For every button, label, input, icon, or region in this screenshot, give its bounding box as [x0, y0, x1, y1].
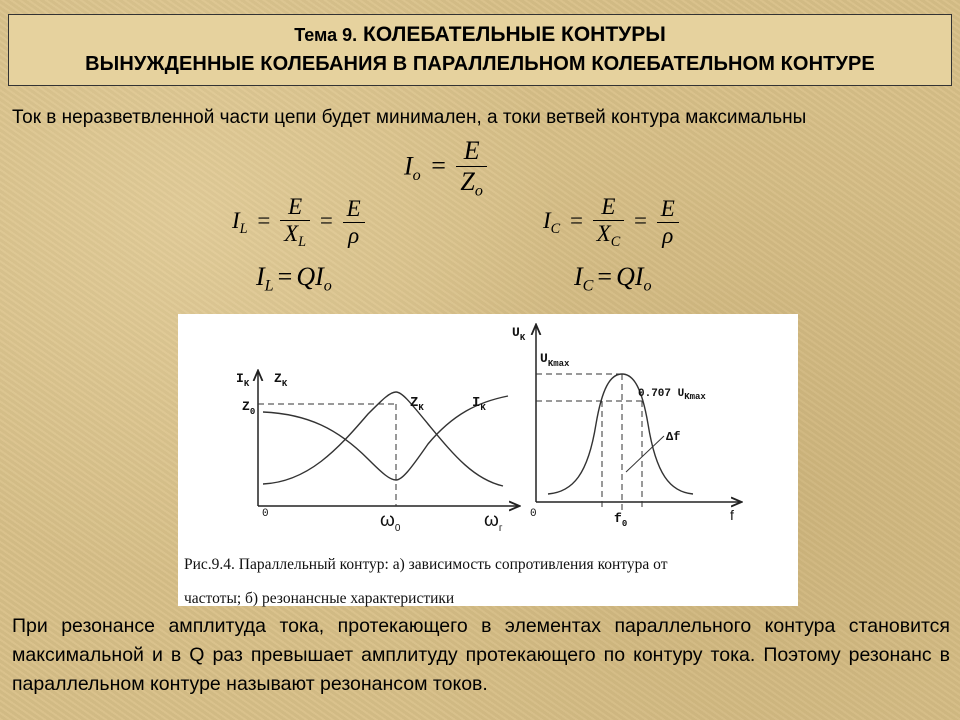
- chart-a-impedance: [236, 371, 518, 534]
- formula-il-den1-var: X: [284, 221, 299, 246]
- formula-ic-num2: E: [657, 196, 679, 223]
- formula-main-den-sub: o: [474, 182, 483, 200]
- chart-a-curve-i-label: $I_K$: [472, 395, 486, 413]
- chart-a-omega-axis-label: $\omega_г$: [484, 510, 503, 534]
- intro-text: Ток в неразветвленной части цепи будет минимален, а токи ветвей контура максимальны: [12, 107, 807, 128]
- formula-main-den-var: Z: [460, 167, 475, 196]
- formula-il-fraction1: [280, 194, 310, 251]
- chart-b-bandwidth-pointer: [626, 436, 664, 472]
- formula-il-q-eq: =: [277, 262, 293, 291]
- formula-il-den1: [280, 221, 310, 251]
- slide-subtitle: ВЫНУЖДЕННЫЕ КОЛЕБАНИЯ В ПАРАЛЛЕЛЬНОМ КОЛЕБАТЕЛЬНОМ КОНТУРЕ: [85, 53, 875, 75]
- formula-ic-q-rhs: QI: [616, 262, 644, 291]
- chart-a-omega0-label: $\omega_0$: [380, 510, 401, 534]
- formula-main-fraction: [456, 136, 487, 201]
- chart-a-z0-label: $Z_0$: [242, 399, 256, 417]
- figure-caption: [184, 548, 794, 616]
- formula-ic-eq2: =: [634, 207, 647, 233]
- topic-title: [9, 23, 951, 47]
- formula-ic-den1-sub: C: [610, 233, 621, 250]
- formula-il-q-rhs: QI: [296, 262, 324, 291]
- formula-il-lhs-sub: L: [239, 220, 248, 237]
- formula-ic-q-eq: =: [597, 262, 613, 291]
- formula-il: [232, 194, 365, 251]
- topic-prefix: Тема 9.: [294, 25, 358, 45]
- slide-header: [8, 14, 952, 86]
- formula-il-fraction2: [343, 196, 365, 249]
- formula-main-den: [456, 167, 487, 201]
- formula-main-num: E: [456, 136, 487, 167]
- formula-ic-q-rhs-sub: o: [643, 277, 652, 295]
- chart-b-origin: 0: [530, 508, 537, 520]
- figure-caption-line2: частоты; б) резонансные характеристики: [184, 590, 455, 607]
- formula-il-q-rhs-sub: o: [323, 277, 332, 295]
- formula-il-den2: ρ: [348, 223, 360, 248]
- formula-ic-fraction1: [593, 194, 625, 251]
- formula-ic-q-lhs: I: [574, 262, 583, 291]
- formula-main-lhs: I: [404, 151, 413, 181]
- chart-a-z-curve: [263, 392, 503, 486]
- formula-ic-den1-var: X: [596, 221, 611, 246]
- formula-il-eq2: =: [319, 207, 333, 233]
- chart-a-origin: 0: [262, 508, 269, 520]
- formula-main: [404, 136, 487, 201]
- formula-il-q-lhs: I: [256, 262, 265, 291]
- chart-b-resonance: [512, 325, 740, 529]
- formula-ic-num1: E: [593, 194, 625, 221]
- formula-ic-q: [574, 262, 652, 296]
- topic-name: КОЛЕБАТЕЛЬНЫЕ КОНТУРЫ: [363, 23, 666, 46]
- formula-il-num2: E: [343, 196, 365, 223]
- formula-il-q-lhs-sub: L: [264, 277, 274, 295]
- formula-ic-lhs: I: [543, 207, 551, 233]
- formula-il-den1-sub: L: [298, 233, 307, 250]
- chart-b-y-label: $U_K$: [512, 325, 526, 343]
- formula-ic-den2: ρ: [662, 223, 674, 248]
- formula-il-eq: =: [257, 207, 271, 233]
- figure-caption-line1: Рис.9.4. Параллельный контур: а) зависимость сопротивления контура от: [184, 556, 668, 573]
- formula-ic-lhs-sub: C: [550, 220, 561, 237]
- conclusion-text: При резонансе амплитуда тока, протекающего в элементах параллельного контура становится максимальной и в Q раз превышает амплитуду протекающего по контуру тока. Поэтому резонанс в параллельном контуре называют резонансом токов.: [12, 615, 950, 695]
- chart-b-x-axis-label: f: [730, 507, 734, 523]
- formula-ic-eq: =: [569, 207, 583, 233]
- chart-a-curve-z-label: $Z_K$: [410, 395, 424, 413]
- chart-b-bandwidth-label: Δf: [666, 430, 681, 444]
- formula-ic-q-lhs-sub: C: [582, 277, 594, 295]
- chart-a-y-label-z: $Z_K$: [274, 371, 288, 389]
- figure-9-4: [178, 314, 798, 606]
- formula-ic-fraction2: [657, 196, 679, 249]
- formula-ic-den1: [593, 221, 625, 251]
- formula-il-num1: E: [280, 194, 310, 221]
- chart-b-max-label: $U_{Kmax}$: [540, 351, 570, 369]
- chart-b-f0-label: $f_0$: [614, 511, 628, 529]
- formula-il-lhs: I: [232, 207, 240, 233]
- chart-a-y-label-i: $I_K$: [236, 371, 250, 389]
- formula-main-eq: =: [431, 151, 446, 181]
- formula-il-q: [256, 262, 332, 296]
- formula-ic: [543, 194, 679, 251]
- chart-b-level-label: 0.707 $U_{Kmax}$: [638, 388, 706, 402]
- formula-main-lhs-sub: o: [412, 166, 421, 184]
